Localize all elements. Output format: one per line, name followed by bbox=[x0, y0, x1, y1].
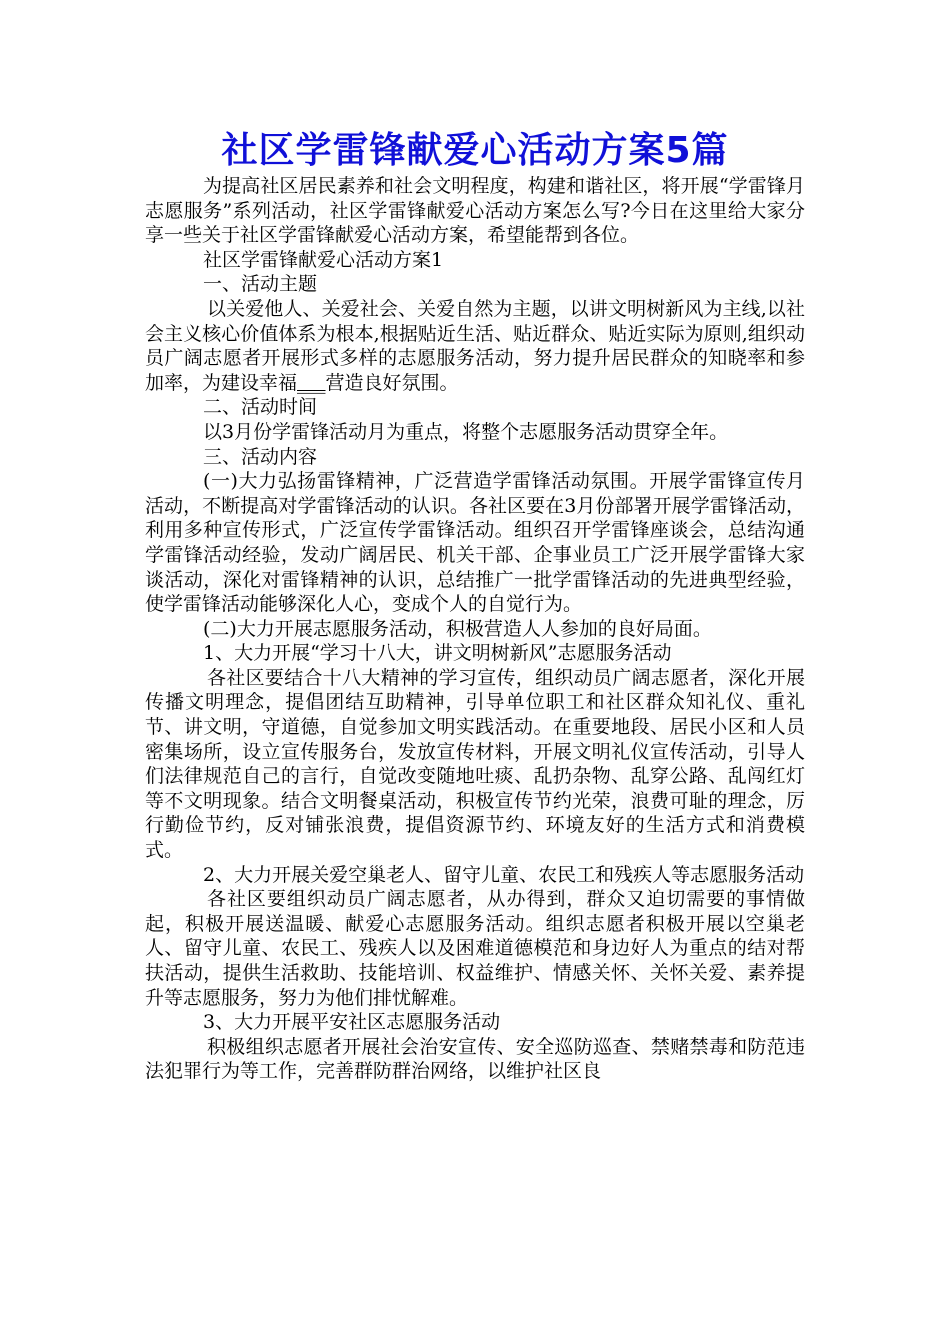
item1-paragraph: (一)大力弘扬雷锋精神，广泛营造学雷锋活动氛围。开展学雷锋宣传月活动，不断提高对学雷锋活动的认识。各社区要在3月份部署开展学雷锋活动，利用多种宣传形式，广泛宣传学雷锋活动。组织召开学雷锋座谈会，总结沟通学雷锋活动经验，发动广阔居民、机关干部、企事业员工广泛开展学雷锋大家谈活动，深化对雷锋精神的认识，总结推广一批学雷锋活动的先进典型经验，使学雷锋活动能够深化人心，变成个人的自觉行为。 bbox=[145, 470, 805, 616]
sub2-paragraph: 各社区要组织动员广阔志愿者，从办得到，群众又迫切需要的事情做起，积极开展送温暖、献爱心志愿服务活动。组织志愿者积极开展以空巢老人、留守儿童、农民工、残疾人以及困难道德模范和身边好人为重点的结对帮扶活动，提供生活救助、技能培训、权益维护、情感关怀、关怀关爱、素养提升等志愿服务，努力为他们排忧解难。 bbox=[145, 888, 805, 1009]
sub1-paragraph: 各社区要结合十八大精神的学习宣传，组织动员广阔志愿者，深化开展传播文明理念，提倡团结互助精神，引导单位职工和社区群众知礼仪、重礼节、讲文明，守道德，自觉参加文明实践活动。在重要地段、居民小区和人员密集场所，设立宣传服务台，发放宣传材料，开展文明礼仪宣传活动，引导人们法律规范自己的言行，自觉改变随地吐痰、乱扔杂物、乱穿公路、乱闯红灯等不文明现象。结合文明餐桌活动，积极宣传节约光荣，浪费可耻的理念，厉行勤俭节约，反对铺张浪费，提倡资源节约、环境友好的生活方式和消费模式。 bbox=[145, 666, 805, 862]
sub1-heading: 1、大力开展“学习十八大，讲文明树新风”志愿服务活动 bbox=[203, 642, 672, 665]
intro-paragraph: 为提高社区居民素养和社会文明程度，构建和谐社区，将开展“学雷锋月志愿服务”系列活动，社区学雷锋献爱心活动方案怎么写?今日在这里给大家分享一些关于社区学雷锋献爱心活动方案，希望能帮到各位。 bbox=[145, 175, 805, 247]
sub3-paragraph: 积极组织志愿者开展社会治安宣传、安全巡防巡查、禁赌禁毒和防范违法犯罪行为等工作，完善群防群治网络，以维护社区良 bbox=[145, 1035, 805, 1083]
sub3-heading: 3、大力开展平安社区志愿服务活动 bbox=[203, 1011, 501, 1034]
section2-heading: 二、活动时间 bbox=[203, 396, 318, 419]
section1-text-after: 营造良好氛围。 bbox=[325, 371, 459, 394]
section1-paragraph bbox=[145, 297, 805, 395]
document-page bbox=[145, 128, 805, 1084]
document-title: 社区学雷锋献爱心活动方案5篇 bbox=[221, 130, 729, 171]
section3-heading: 三、活动内容 bbox=[203, 445, 318, 468]
section2-paragraph: 以3月份学雷锋活动月为重点，将整个志愿服务活动贯穿全年。 bbox=[203, 420, 729, 443]
document-body bbox=[145, 174, 805, 1084]
sub2-heading: 2、大力开展关爱空巢老人、留守儿童、农民工和残疾人等志愿服务活动 bbox=[203, 863, 805, 886]
item2-heading: (二)大力开展志愿服务活动，积极营造人人参加的良好局面。 bbox=[203, 617, 712, 640]
section1-text-before: 以关爱他人、关爱社会、关爱自然为主题，以讲文明树新风为主线,以社会主义核心价值体系为根本,根据贴近生活、贴近群众、贴近实际为原则,组织动员广阔志愿者开展形式多样的志愿服务活动，努力提升居民群众的知晓率和参加率，为建设幸福 bbox=[145, 297, 805, 394]
section1-blank: ___ bbox=[297, 371, 326, 394]
section1-heading: 一、活动主题 bbox=[203, 273, 318, 296]
plan-heading: 社区学雷锋献爱心活动方案1 bbox=[203, 248, 444, 271]
